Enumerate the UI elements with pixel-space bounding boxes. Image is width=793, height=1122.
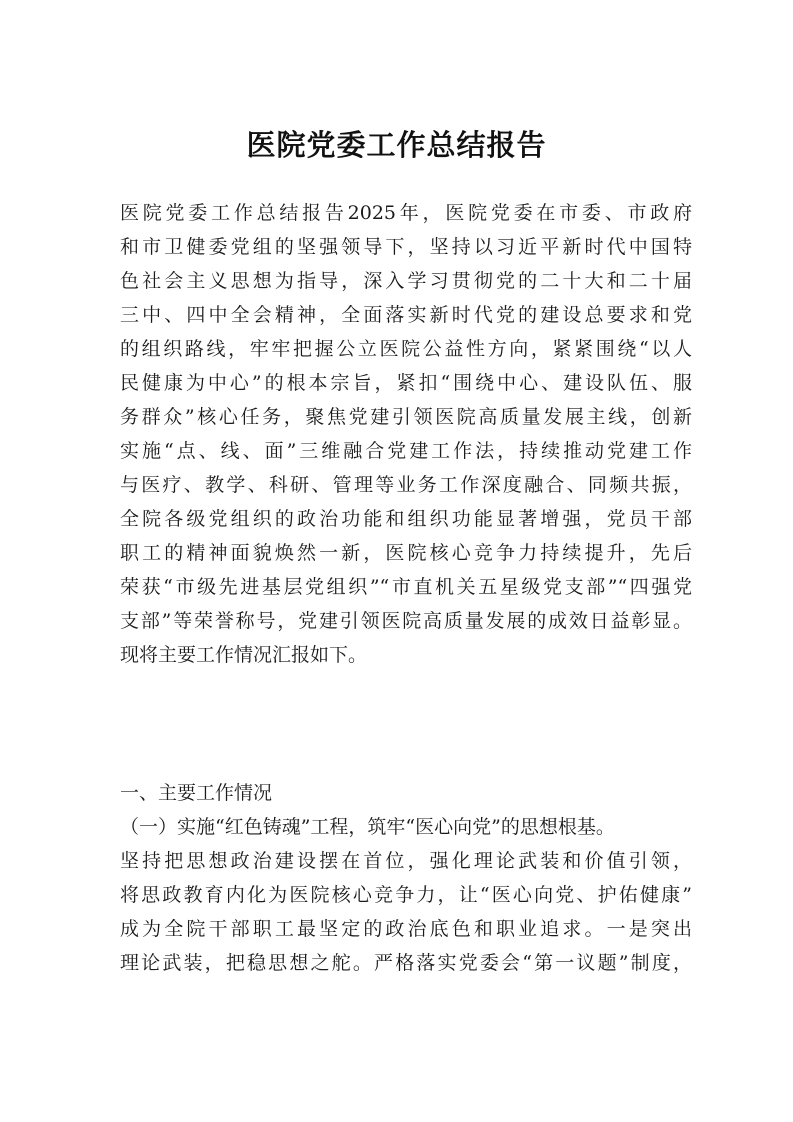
paragraph-line: 色社会主义思想为指导，深入学习贯彻党的二十大和二十届 bbox=[120, 270, 692, 292]
paragraph-line: 荣获“市级先进基层党组织”“市直机关五星级党支部”“四强党 bbox=[120, 576, 692, 598]
paragraph-line: 全院各级党组织的政治功能和组织功能显著增强，党员干部 bbox=[120, 508, 692, 530]
paragraph-line: 坚持把思想政治建设摆在首位，强化理论武装和价值引领， bbox=[120, 850, 692, 872]
paragraph-line: 现将主要工作情况汇报如下。 bbox=[120, 644, 368, 666]
paragraph-line: 三中、四中全会精神，全面落实新时代党的建设总要求和党 bbox=[120, 304, 692, 326]
paragraph-line: 将思政教育内化为医院核心竞争力，让“医心向党、护佑健康” bbox=[120, 884, 692, 906]
paragraph-line: 实施“点、线、面”三维融合党建工作法，持续推动党建工作 bbox=[120, 440, 692, 462]
paragraph-line: 职工的精神面貌焕然一新，医院核心竞争力持续提升，先后 bbox=[120, 542, 692, 564]
paragraph-line: 和市卫健委党组的坚强领导下，坚持以习近平新时代中国特 bbox=[120, 236, 692, 258]
section-main-work bbox=[120, 776, 692, 980]
section-heading: 一、主要工作情况 bbox=[120, 782, 273, 804]
subsection-heading: （一）实施“红色铸魂”工程，筑牢“医心向党”的思想根基。 bbox=[120, 816, 615, 838]
paragraph-line: 务群众”核心任务，聚焦党建引领医院高质量发展主线，创新 bbox=[120, 406, 692, 428]
intro-paragraph bbox=[120, 196, 692, 672]
paragraph-line: 理论武装，把稳思想之舵。严格落实党委会“第一议题”制度， bbox=[120, 952, 692, 974]
paragraph-line: 与医疗、教学、科研、管理等业务工作深度融合、同频共振， bbox=[120, 474, 692, 496]
paragraph-line: 的组织路线，牢牢把握公立医院公益性方向，紧紧围绕“以人 bbox=[120, 338, 692, 360]
document-title: 医院党委工作总结报告 bbox=[246, 128, 547, 162]
paragraph-line: 支部”等荣誉称号，党建引领医院高质量发展的成效日益彰显。 bbox=[120, 610, 692, 632]
paragraph-line: 医院党委工作总结报告2025年，医院党委在市委、市政府 bbox=[120, 202, 692, 224]
paragraph-line: 民健康为中心”的根本宗旨，紧扣“围绕中心、建设队伍、服 bbox=[120, 372, 692, 394]
paragraph-line: 成为全院干部职工最坚定的政治底色和职业追求。一是突出 bbox=[120, 918, 692, 940]
